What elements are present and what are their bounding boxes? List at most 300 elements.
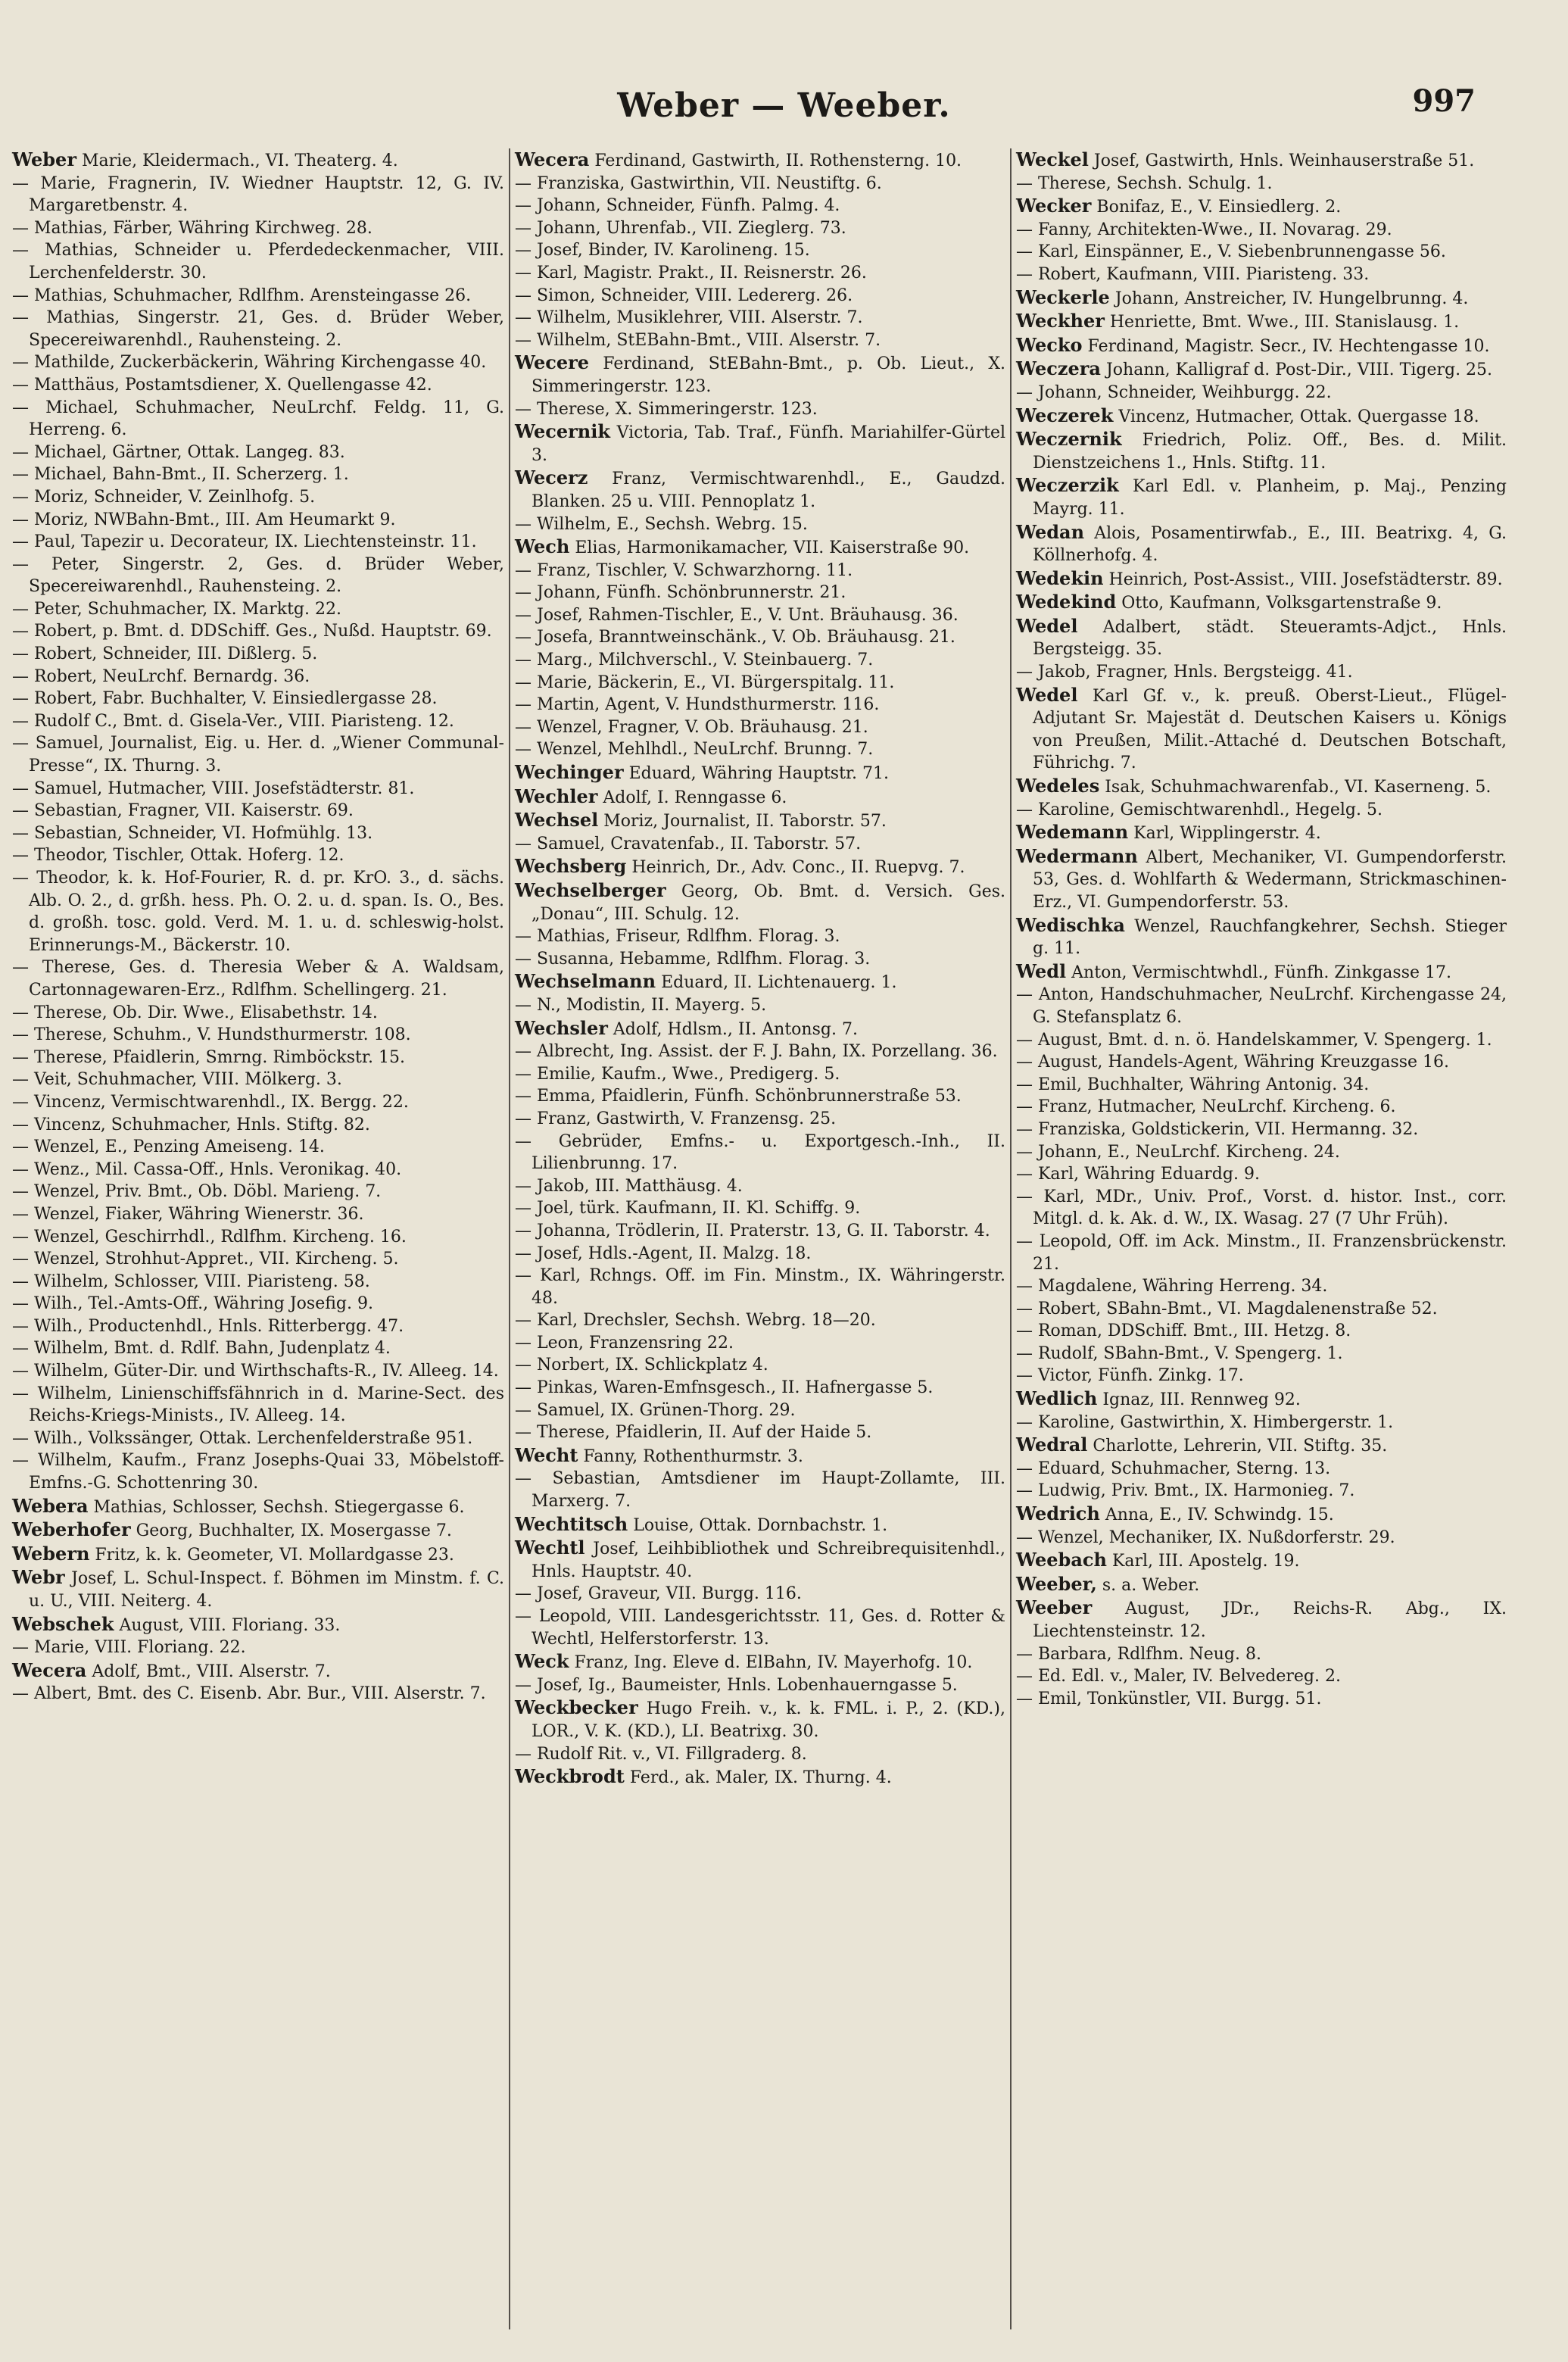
directory-entry bbox=[12, 1271, 504, 1293]
entry-text: Henriette, Bmt. Wwe., III. Stanislausg. 1. bbox=[1109, 313, 1460, 332]
directory-entry bbox=[12, 643, 504, 666]
directory-entry bbox=[12, 822, 504, 845]
directory-entry bbox=[515, 1197, 1005, 1220]
entry-text: — Emilie, Kaufm., Wwe., Predigerg. 5. bbox=[515, 1064, 840, 1084]
directory-entry bbox=[515, 738, 1005, 761]
entry-text: Alois, Posamentirwfab., E., III. Beatrixg. 4, G. Köllnerhofg. 4. bbox=[1033, 523, 1507, 566]
entry-text: — Therese, X. Simmeringerstr. 123. bbox=[515, 399, 818, 419]
directory-entry bbox=[515, 262, 1005, 285]
directory-entry bbox=[1016, 1141, 1507, 1164]
entry-text: Ferdinand, Gastwirth, II. Rothensterng. 10. bbox=[594, 151, 962, 170]
entry-text: — Wilhelm, StEBahn-Bmt., VIII. Alserstr. 7. bbox=[515, 330, 881, 350]
entry-text: Louise, Ottak. Dornbachstr. 1. bbox=[633, 1515, 888, 1535]
entry-text: — Therese, Pfaidlerin, Smrng. Rimböckstr. 15. bbox=[12, 1047, 405, 1067]
entry-text: — Marie, Bäckerin, E., VI. Bürgerspitalg. 11. bbox=[515, 672, 895, 692]
entry-text: — Emma, Pfaidlerin, Fünfh. Schönbrunnerstraße 53. bbox=[515, 1087, 962, 1106]
entry-text: Josef, Gastwirth, Hnls. Weinhauserstraße 51. bbox=[1093, 151, 1475, 170]
entry-text: — Karl, Rchngs. Off. im Fin. Minstm., IX. Währingerstr. 48. bbox=[515, 1266, 1005, 1308]
entry-text: — Robert, NeuLrchf. Bernardg. 36. bbox=[12, 666, 310, 686]
entry-text: — Matthäus, Postamtsdiener, X. Quellengasse 42. bbox=[12, 375, 432, 395]
directory-entry bbox=[1016, 1573, 1507, 1597]
directory-entry bbox=[1016, 1480, 1507, 1502]
directory-entry bbox=[12, 710, 504, 733]
entry-text: s. a. Weber. bbox=[1102, 1575, 1200, 1595]
directory-entry bbox=[12, 531, 504, 554]
entry-text: — Rudolf, SBahn-Bmt., V. Spengerg. 1. bbox=[1016, 1343, 1343, 1363]
directory-entry bbox=[515, 148, 1005, 173]
directory-entry bbox=[515, 694, 1005, 716]
entry-text: — Johanna, Trödlerin, II. Praterstr. 13, G. II. Taborstr. 4. bbox=[515, 1221, 990, 1240]
directory-entry bbox=[1016, 404, 1507, 429]
directory-entry bbox=[12, 1069, 504, 1091]
entry-text: — Wenzel, Mechaniker, IX. Nußdorferstr. 29. bbox=[1016, 1527, 1395, 1547]
entry-text: — Johann, Schneider, Weihburgg. 22. bbox=[1016, 382, 1332, 402]
entry-text: — Robert, Schneider, III. Dißlerg. 5. bbox=[12, 644, 318, 664]
directory-entry bbox=[1016, 1320, 1507, 1343]
entry-text: — Eduard, Schuhmacher, Sterng. 13. bbox=[1016, 1459, 1331, 1478]
directory-entry bbox=[515, 466, 1005, 513]
entry-text: — August, Handels-Agent, Währing Kreuzgasse 16. bbox=[1016, 1053, 1450, 1072]
entry-text: — Wilhelm, E., Sechsh. Webrg. 15. bbox=[515, 514, 808, 534]
entry-text: — Samuel, Hutmacher, VIII. Josefstädterstr. 81. bbox=[12, 778, 415, 798]
directory-entry bbox=[1016, 241, 1507, 264]
directory-entry bbox=[515, 809, 1005, 833]
entry-text: Johann, Kalligraf d. Post-Dir., VIII. Tigerg. 25. bbox=[1105, 360, 1493, 380]
directory-entry bbox=[12, 239, 504, 284]
entry-text: Johann, Anstreicher, IV. Hungelbrunng. 4. bbox=[1114, 289, 1469, 308]
directory-entry bbox=[12, 1566, 504, 1612]
entry-text: — Therese, Pfaidlerin, II. Auf der Haide 5. bbox=[515, 1423, 872, 1443]
directory-column-3 bbox=[1010, 148, 1511, 2329]
entry-text: Mathias, Schlosser, Sechsh. Stiegergasse 6. bbox=[93, 1497, 465, 1517]
directory-entry bbox=[1016, 1434, 1507, 1458]
entry-surname: Weckbrodt bbox=[515, 1765, 625, 1788]
entry-surname: Wedemann bbox=[1016, 821, 1129, 844]
entry-text: — Josef, Binder, IV. Karolineng. 15. bbox=[515, 241, 810, 261]
entry-surname: Weck bbox=[515, 1650, 569, 1673]
directory-entry bbox=[1016, 684, 1507, 775]
entry-text: — Marie, Fragnerin, IV. Wiedner Hauptstr. 12, G. IV. Margaretbenstr. 4. bbox=[12, 173, 504, 216]
directory-entry bbox=[12, 1181, 504, 1203]
directory-entry bbox=[1016, 1119, 1507, 1141]
directory-entry bbox=[515, 855, 1005, 879]
directory-entry bbox=[1016, 428, 1507, 474]
entry-surname: Wedel bbox=[1016, 614, 1078, 637]
entry-text: — Simon, Schneider, VIII. Ledererg. 26. bbox=[515, 285, 853, 305]
entry-text: — Wilh., Productenhdl., Hnls. Ritterbergg. 47. bbox=[12, 1316, 404, 1336]
directory-entry bbox=[515, 1765, 1005, 1789]
directory-entry bbox=[1016, 1298, 1507, 1321]
directory-entry bbox=[1016, 799, 1507, 822]
entry-text: — Therese, Ges. d. Theresia Weber & A. Waldsam, Cartonnagewaren-Erz., Rdlfhm. Schellingerg. 21. bbox=[12, 958, 504, 1000]
directory-entry bbox=[515, 994, 1005, 1017]
directory-entry bbox=[515, 1131, 1005, 1175]
directory-entry bbox=[12, 486, 504, 509]
directory-entry bbox=[515, 195, 1005, 217]
entry-text: — Emil, Tonkünstler, VII. Burgg. 51. bbox=[1016, 1689, 1322, 1708]
directory-entry bbox=[12, 1427, 504, 1450]
entry-text: — Roman, DDSchiff. Bmt., III. Hetzg. 8. bbox=[1016, 1321, 1351, 1341]
entry-surname: Wedekin bbox=[1016, 566, 1104, 589]
entry-text: Eduard, II. Lichtenauerg. 1. bbox=[661, 973, 897, 993]
entry-text: — Josef, Graveur, VII. Burgg. 116. bbox=[515, 1584, 802, 1604]
entry-text: Karl Edl. v. Planheim, p. Maj., Penzing Mayrg. 11. bbox=[1033, 477, 1507, 519]
entry-surname: Wedrich bbox=[1016, 1502, 1100, 1525]
directory-entry bbox=[12, 1136, 504, 1159]
entry-text: — Paul, Tapezir u. Decorateur, IX. Liechtensteinstr. 11. bbox=[12, 532, 477, 552]
entry-text: — August, Bmt. d. n. ö. Handelskammer, V. Spengerg. 1. bbox=[1016, 1030, 1492, 1050]
entry-surname: Wedischka bbox=[1016, 913, 1125, 936]
directory-entry bbox=[515, 1468, 1005, 1512]
directory-column-2 bbox=[509, 148, 1010, 2329]
directory-entry bbox=[1016, 1096, 1507, 1119]
entry-text: — Robert, Kaufmann, VIII. Piaristeng. 33. bbox=[1016, 264, 1370, 284]
entry-text: Anton, Vermischtwhdl., Fünfh. Zinkgasse 17. bbox=[1071, 963, 1451, 982]
directory-entry bbox=[1016, 1458, 1507, 1481]
directory-entry bbox=[515, 398, 1005, 421]
entry-text: — Susanna, Hebamme, Rdlfhm. Florag. 3. bbox=[515, 949, 871, 969]
directory-entry bbox=[12, 442, 504, 464]
directory-entry bbox=[1016, 1527, 1507, 1549]
entry-surname: Weczera bbox=[1016, 357, 1101, 380]
directory-entry bbox=[12, 351, 504, 374]
directory-entry bbox=[515, 1085, 1005, 1108]
entry-text: Adolf, Hdlsm., II. Antonsg. 7. bbox=[613, 1019, 858, 1039]
directory-entry bbox=[515, 1583, 1005, 1605]
entry-text: — Marie, VIII. Floriang. 22. bbox=[12, 1638, 246, 1658]
directory-entry bbox=[515, 716, 1005, 739]
entry-text: — Johann, Fünfh. Schönbrunnerstr. 21. bbox=[515, 583, 846, 603]
entry-text: — Barbara, Rdlfhm. Neug. 8. bbox=[1016, 1644, 1261, 1664]
directory-entry bbox=[1016, 960, 1507, 984]
entry-text: — Wilh., Volkssänger, Ottak. Lerchenfelderstraße 951. bbox=[12, 1428, 473, 1448]
directory-entry bbox=[12, 1293, 504, 1315]
entry-text: — Victor, Fünfh. Zinkg. 17. bbox=[1016, 1366, 1244, 1386]
entry-surname: Wechinger bbox=[515, 761, 624, 784]
directory-entry bbox=[12, 1383, 504, 1427]
directory-entry bbox=[12, 732, 504, 777]
directory-entry bbox=[515, 1444, 1005, 1468]
directory-entry bbox=[12, 173, 504, 217]
entry-text: — Michael, Schuhmacher, NeuLrchf. Feldg. 11, G. Herreng. 6. bbox=[12, 398, 504, 440]
directory-entry bbox=[12, 666, 504, 688]
entry-text: — Josef, Rahmen-Tischler, E., V. Unt. Bräuhausg. 36. bbox=[515, 605, 959, 625]
directory-entry bbox=[1016, 264, 1507, 286]
directory-entry bbox=[1016, 1029, 1507, 1052]
entry-text: — Wenz., Mil. Cassa-Off., Hnls. Veronikag. 40. bbox=[12, 1159, 402, 1179]
entry-text: Fanny, Rothenthurmstr. 3. bbox=[583, 1446, 803, 1466]
entry-text: Hugo Freih. v., k. k. FML. i. P., 2. (KD.), LOR., V. K. (KD.), LI. Beatrixg. 30. bbox=[531, 1699, 1005, 1741]
entry-text: — Mathias, Friseur, Rdlfhm. Florag. 3. bbox=[515, 927, 840, 947]
directory-entry bbox=[515, 1265, 1005, 1309]
directory-entry bbox=[515, 833, 1005, 856]
page-title: Weber — Weeber. bbox=[617, 86, 951, 125]
entry-text: — Karl, MDr., Univ. Prof., Vorst. d. histor. Inst., corr. Mitgl. d. k. Ak. d. W., IX. Wasag. 27 (7 Uhr Früh). bbox=[1016, 1187, 1507, 1229]
entry-surname: Wedekind bbox=[1016, 591, 1117, 613]
entry-surname: Weckher bbox=[1016, 310, 1105, 332]
entry-text: — Moriz, NWBahn-Bmt., III. Am Heumarkt 9. bbox=[12, 510, 396, 529]
entry-text: — Franz, Tischler, V. Schwarzhorng. 11. bbox=[515, 560, 853, 580]
directory-entry bbox=[12, 778, 504, 800]
directory-entry bbox=[515, 1243, 1005, 1265]
entry-text: — Wilh., Tel.-Amts-Off., Währing Josefig. 9. bbox=[12, 1294, 373, 1314]
directory-entry bbox=[12, 1613, 504, 1637]
entry-text: — Magdalene, Währing Herreng. 34. bbox=[1016, 1277, 1328, 1296]
entry-text: — Robert, Fabr. Buchhalter, V. Einsiedlergasse 28. bbox=[12, 689, 438, 709]
entry-text: — Wenzel, Priv. Bmt., Ob. Döbl. Marieng. 7. bbox=[12, 1182, 382, 1202]
entry-text: Ferdinand, StEBahn-Bmt., p. Ob. Lieut., X. Simmeringerstr. 123. bbox=[531, 354, 1005, 396]
directory-entry bbox=[1016, 1074, 1507, 1097]
directory-entry bbox=[12, 1159, 504, 1181]
directory-entry bbox=[12, 1449, 504, 1494]
directory-entry bbox=[515, 1743, 1005, 1766]
entry-surname: Wedel bbox=[1016, 683, 1078, 706]
directory-entry bbox=[12, 1114, 504, 1137]
entry-text: Isak, Schuhmachwarenfab., VI. Kaserneng. 5. bbox=[1105, 778, 1492, 797]
entry-surname: Wecera bbox=[515, 148, 590, 170]
directory-entry bbox=[1016, 775, 1507, 799]
directory-entry bbox=[1016, 1665, 1507, 1688]
directory-entry bbox=[12, 1495, 504, 1519]
entry-text: Georg, Buchhalter, IX. Mosergasse 7. bbox=[136, 1521, 452, 1541]
directory-entry bbox=[12, 1002, 504, 1025]
entry-surname: Wechler bbox=[515, 785, 598, 807]
directory-entry bbox=[515, 925, 1005, 948]
directory-entry bbox=[12, 1637, 504, 1659]
entry-surname: Wecerz bbox=[515, 466, 588, 489]
directory-entry bbox=[1016, 591, 1507, 615]
entry-text: Adolf, Bmt., VIII. Alserstr. 7. bbox=[92, 1662, 331, 1681]
directory-entry bbox=[515, 1108, 1005, 1131]
directory-entry bbox=[12, 374, 504, 397]
entry-text: — Wenzel, E., Penzing Ameiseng. 14. bbox=[12, 1137, 325, 1157]
entry-text: — Michael, Gärtner, Ottak. Langeg. 83. bbox=[12, 442, 345, 462]
entry-text: — Mathias, Schneider u. Pferdedeckenmacher, VIII. Lerchenfelderstr. 30. bbox=[12, 241, 504, 282]
entry-text: Vincenz, Hutmacher, Ottak. Quergasse 18. bbox=[1118, 407, 1479, 426]
entry-surname: Wechsel bbox=[515, 809, 599, 832]
directory-entry bbox=[515, 649, 1005, 672]
directory-entry bbox=[1016, 310, 1507, 334]
directory-entry bbox=[515, 1421, 1005, 1444]
entry-text: — Veit, Schuhmacher, VIII. Mölkerg. 3. bbox=[12, 1070, 342, 1090]
directory-entry bbox=[515, 1041, 1005, 1063]
entry-surname: Wedan bbox=[1016, 520, 1085, 543]
directory-entry bbox=[515, 1537, 1005, 1583]
directory-entry bbox=[515, 513, 1005, 536]
directory-entry bbox=[12, 397, 504, 442]
entry-text: Ferdinand, Magistr. Secr., IV. Hechtengasse 10. bbox=[1087, 336, 1490, 356]
entry-surname: Weeber bbox=[1016, 1596, 1093, 1619]
directory-entry bbox=[515, 785, 1005, 810]
directory-entry bbox=[515, 285, 1005, 307]
directory-entry bbox=[12, 598, 504, 621]
entry-text: — Karl, Währing Eduardg. 9. bbox=[1016, 1165, 1260, 1184]
page-header bbox=[0, 73, 1568, 141]
directory-entry bbox=[12, 1518, 504, 1543]
directory-entry bbox=[12, 307, 504, 351]
directory-entry bbox=[515, 1650, 1005, 1674]
entry-surname: Wechtl bbox=[515, 1537, 585, 1559]
directory-entry bbox=[1016, 219, 1507, 242]
entry-text: — Wenzel, Strohhut-Appret., VII. Kircheng. 5. bbox=[12, 1250, 399, 1269]
directory-entry bbox=[515, 672, 1005, 694]
entry-surname: Wechselberger bbox=[515, 879, 666, 901]
entry-text: — Franziska, Goldstickerin, VII. Hermanng. 32. bbox=[1016, 1119, 1419, 1139]
directory-entry bbox=[12, 620, 504, 643]
entry-text: — Wilhelm, Güter-Dir. und Wirthschafts-R., IV. Alleeg. 14. bbox=[12, 1362, 499, 1381]
entry-text: Fritz, k. k. Geometer, VI. Mollardgasse 23. bbox=[95, 1545, 454, 1565]
directory-entry bbox=[12, 1659, 504, 1683]
directory-entry bbox=[515, 351, 1005, 398]
directory-entry bbox=[515, 1063, 1005, 1086]
directory-entry bbox=[515, 1696, 1005, 1743]
entry-text: — Rudolf Rit. v., VI. Fillgraderg. 8. bbox=[515, 1744, 807, 1764]
entry-surname: Weebach bbox=[1016, 1549, 1107, 1571]
entry-text: Victoria, Tab. Traf., Fünfh. Mariahilfer-Gürtel 3. bbox=[531, 423, 1005, 465]
entry-text: Heinrich, Dr., Adv. Conc., II. Ruepvg. 7. bbox=[631, 858, 965, 878]
entry-surname: Wecernik bbox=[515, 420, 610, 443]
directory-entry bbox=[515, 560, 1005, 582]
entry-text: — Wilhelm, Kaufm., Franz Josephs-Quai 33, Möbelstoff-Emfns.-G. Schottenring 30. bbox=[12, 1451, 504, 1493]
entry-text: — Gebrüder, Emfns.- u. Exportgesch.-Inh., II. Lilienbrunng. 17. bbox=[515, 1131, 1005, 1174]
directory-entry bbox=[12, 1543, 504, 1567]
page-number: 997 bbox=[1412, 83, 1476, 119]
entry-text: — Peter, Schuhmacher, IX. Marktg. 22. bbox=[12, 599, 341, 619]
entry-surname: Wechsler bbox=[515, 1016, 608, 1039]
directory-entry bbox=[1016, 1412, 1507, 1434]
entry-surname: Weczerek bbox=[1016, 404, 1114, 426]
directory-column-1 bbox=[8, 148, 509, 2329]
entry-text: Bonifaz, E., V. Einsiedlerg. 2. bbox=[1096, 198, 1342, 217]
entry-surname: Wecko bbox=[1016, 333, 1083, 356]
entry-text: — Karoline, Gastwirthin, X. Himbergerstr. 1. bbox=[1016, 1412, 1394, 1432]
entry-surname: Wecera bbox=[12, 1658, 87, 1681]
directory-entry bbox=[515, 879, 1005, 925]
entry-text: Heinrich, Post-Assist., VIII. Josefstädterstr. 89. bbox=[1108, 569, 1503, 589]
directory-entry bbox=[1016, 661, 1507, 684]
entry-surname: Wecere bbox=[515, 351, 590, 374]
entry-text: Albert, Mechaniker, VI. Gumpendorferstr. 53, Ges. d. Wohlfarth & Wedermann, Strickmaschinen-Erz., VI. Gumpendorferstr. 53. bbox=[1033, 847, 1507, 912]
entry-text: Adolf, I. Renngasse 6. bbox=[603, 788, 787, 807]
directory-entry bbox=[12, 463, 504, 486]
entry-text: — Karl, Einspänner, E., V. Siebenbrunnengasse 56. bbox=[1016, 242, 1446, 262]
entry-text: — Mathias, Färber, Währing Kirchweg. 28. bbox=[12, 218, 373, 238]
entry-text: — N., Modistin, II. Mayerg. 5. bbox=[515, 995, 767, 1015]
entry-text: — Franziska, Gastwirthin, VII. Neustiftg. 6. bbox=[515, 173, 882, 193]
entry-text: Charlotte, Lehrerin, VII. Stiftg. 35. bbox=[1093, 1437, 1388, 1456]
directory-entry bbox=[1016, 615, 1507, 661]
entry-text: — Ludwig, Priv. Bmt., IX. Harmonieg. 7. bbox=[1016, 1481, 1355, 1501]
directory-entry bbox=[12, 844, 504, 867]
directory-entry bbox=[12, 1047, 504, 1069]
entry-text: — Vincenz, Vermischtwarenhdl., IX. Bergg. 22. bbox=[12, 1092, 409, 1112]
entry-text: Ignaz, III. Rennweg 92. bbox=[1102, 1390, 1301, 1410]
directory-entry bbox=[1016, 286, 1507, 310]
entry-text: — Wenzel, Mehlhdl., NeuLrchf. Brunng. 7. bbox=[515, 740, 874, 760]
entry-surname: Weber bbox=[12, 148, 76, 170]
entry-text: Josef, Leihbibliothek und Schreibrequisitenhdl., Hnls. Hauptstr. 40. bbox=[531, 1540, 1005, 1581]
entry-text: — Johann, Uhrenfab., VII. Zieglerg. 73. bbox=[515, 218, 846, 238]
entry-text: — Robert, p. Bmt. d. DDSchiff. Ges., Nußd. Hauptstr. 69. bbox=[12, 622, 492, 641]
entry-text: — Theodor, Tischler, Ottak. Hoferg. 12. bbox=[12, 846, 344, 866]
directory-entry bbox=[12, 867, 504, 956]
directory-entry bbox=[12, 554, 504, 598]
entry-text: — Josef, Ig., Baumeister, Hnls. Lobenhauerngasse 5. bbox=[515, 1675, 958, 1695]
directory-entry bbox=[12, 285, 504, 307]
entry-text: — Jakob, Fragner, Hnls. Bergsteigg. 41. bbox=[1016, 663, 1353, 682]
entry-text: Ferd., ak. Maler, IX. Thurng. 4. bbox=[629, 1768, 892, 1788]
entry-text: — Therese, Schuhm., V. Hundsthurmerstr. 108. bbox=[12, 1025, 411, 1045]
entry-text: — Theodor, k. k. Hof-Fourier, R. d. pr. KrO. 3., d. sächs. Alb. O. 2., d. grßh. hess. Ph. O. 2. u. d. span. Is. O., Bes. d. großh. tosc. gold. Verd. M. 1. u. d. schleswig-holst. Erinnerungs-M., Bäckerstr. 10. bbox=[12, 869, 504, 955]
directory-entry bbox=[12, 1337, 504, 1360]
directory-entry bbox=[12, 800, 504, 822]
entry-text: — Johann, E., NeuLrchf. Kircheng. 24. bbox=[1016, 1142, 1340, 1162]
entry-text: — Karl, Drechsler, Sechsh. Webrg. 18—20. bbox=[515, 1311, 876, 1331]
directory-entry bbox=[1016, 148, 1507, 173]
entry-surname: Wecht bbox=[515, 1443, 578, 1466]
entry-text: — Wilhelm, Linienschiffsfähnrich in d. Marine-Sect. des Reichs-Kriegs-Minists., IV. Alleeg. 14. bbox=[12, 1384, 504, 1426]
directory-entry bbox=[515, 217, 1005, 240]
entry-surname: Wechtitsch bbox=[515, 1512, 628, 1535]
directory-entry bbox=[515, 948, 1005, 971]
entry-text: — Emil, Buchhalter, Währing Antonig. 34. bbox=[1016, 1075, 1370, 1094]
directory-entry bbox=[1016, 334, 1507, 358]
directory-entry bbox=[1016, 1596, 1507, 1643]
directory-entry bbox=[12, 1203, 504, 1226]
directory-entry bbox=[1016, 1343, 1507, 1365]
entry-surname: Wedermann bbox=[1016, 844, 1138, 867]
entry-text: — Wenzel, Fiaker, Währing Wienerstr. 36. bbox=[12, 1204, 364, 1224]
directory-entry bbox=[515, 1354, 1005, 1377]
directory-entry bbox=[515, 173, 1005, 195]
entry-text: — Josefa, Branntweinschänk., V. Ob. Bräuhausg. 21. bbox=[515, 628, 955, 647]
entry-text: — Peter, Singerstr. 2, Ges. d. Brüder Weber, Specereiwarenhdl., Rauhensteing. 2. bbox=[12, 554, 504, 597]
entry-text: — Sebastian, Schneider, VI. Hofmühlg. 13. bbox=[12, 823, 373, 843]
entry-text: — Anton, Handschuhmacher, NeuLrchf. Kirchengasse 24, G. Stefansplatz 6. bbox=[1016, 985, 1507, 1027]
entry-text: Elias, Harmonikamacher, VII. Kaiserstraße 90. bbox=[575, 538, 970, 558]
entry-surname: Weeber, bbox=[1016, 1572, 1097, 1595]
entry-text: — Robert, SBahn-Bmt., VI. Magdalenenstraße 52. bbox=[1016, 1299, 1438, 1318]
entry-text: — Franz, Hutmacher, NeuLrchf. Kircheng. 6. bbox=[1016, 1097, 1396, 1117]
directory-entry bbox=[1016, 845, 1507, 914]
entry-surname: Wedl bbox=[1016, 959, 1067, 982]
entry-text: — Mathias, Singerstr. 21, Ges. d. Brüder Weber, Specereiwarenhdl., Rauhensteing. 2. bbox=[12, 308, 504, 350]
directory-columns bbox=[8, 148, 1545, 2329]
directory-entry bbox=[12, 1248, 504, 1271]
directory-entry bbox=[1016, 1163, 1507, 1186]
directory-entry bbox=[1016, 521, 1507, 567]
entry-text: Friedrich, Poliz. Off., Bes. d. Milit. Dienstzeichens 1., Hnls. Stiftg. 11. bbox=[1033, 431, 1507, 473]
entry-surname: Wecker bbox=[1016, 195, 1092, 217]
entry-surname: Weberhofer bbox=[12, 1518, 131, 1541]
directory-entry bbox=[1016, 1688, 1507, 1711]
directory-entry bbox=[12, 148, 504, 173]
entry-surname: Weczerzik bbox=[1016, 474, 1119, 497]
directory-entry bbox=[1016, 567, 1507, 591]
entry-surname: Weckel bbox=[1016, 148, 1089, 170]
directory-entry bbox=[515, 1377, 1005, 1399]
entry-text: — Michael, Bahn-Bmt., II. Scherzerg. 1. bbox=[12, 465, 349, 485]
directory-entry bbox=[515, 329, 1005, 352]
directory-entry bbox=[515, 1399, 1005, 1422]
entry-text: — Vincenz, Schuhmacher, Hnls. Stiftg. 82. bbox=[12, 1115, 370, 1134]
directory-entry bbox=[12, 217, 504, 240]
directory-entry bbox=[515, 761, 1005, 785]
entry-surname: Webr bbox=[12, 1566, 65, 1589]
directory-entry bbox=[1016, 382, 1507, 404]
entry-surname: Webera bbox=[12, 1494, 89, 1517]
directory-entry bbox=[12, 1360, 504, 1383]
